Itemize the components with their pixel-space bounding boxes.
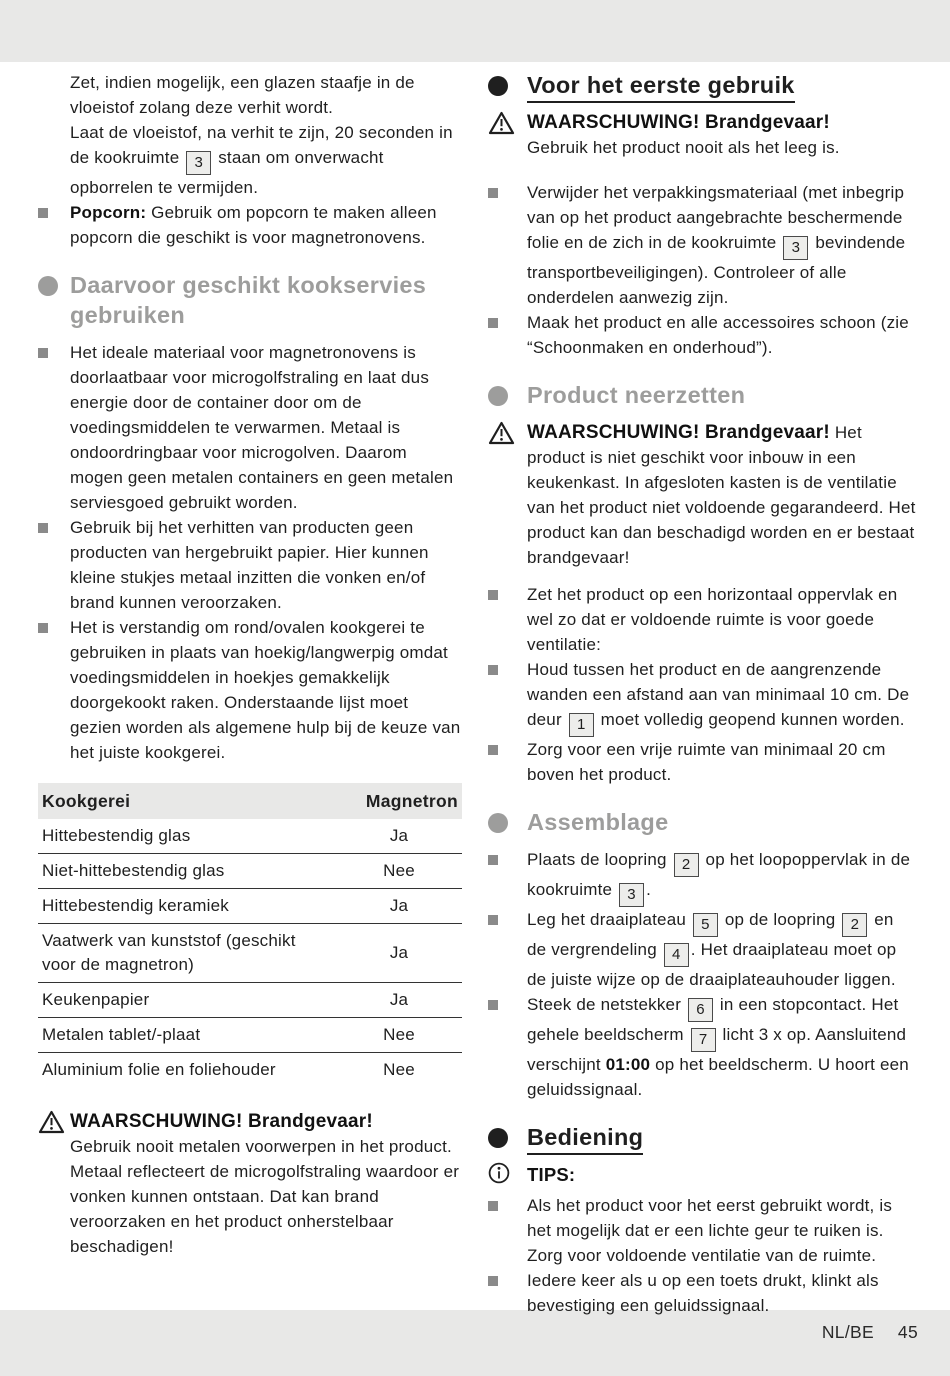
section-heading [488,380,916,410]
square-bullet-icon [38,208,48,218]
list-item-text [527,582,916,657]
circle-bullet-icon [488,76,508,96]
list-item [488,657,916,737]
list-item [488,1268,916,1318]
square-bullet-icon [38,523,48,533]
list-item [488,582,916,657]
table-row [38,1053,462,1088]
text-run: Gebruik bij het verhitten van producten geen producten van hergebruikt papier. Hier kunnen kleine stukjes metaal inzitten die vonken en/of brand kunnen veroorzaken. [70,518,429,612]
text-run: Het ideale materiaal voor magnetronovens is doorlaatbaar voor microgolfstraling en laat dus energie door de container door om de voedingsmiddelen te verwarmen. Metaal is ondoordringbaar voor microgolven. Daarom mogen geen metalen containers en geen metalen serviesgoed gebruikt worden. [70,343,454,512]
table-row [38,889,462,924]
left-column [38,62,462,1318]
text-run: op de loopring [719,910,841,929]
list-item-text [527,657,916,737]
table-row [38,819,462,854]
part-number-box: 2 [674,853,699,877]
part-number-box: 4 [664,943,689,967]
text-run: Het product is niet geschikt voor inbouw in een keukenkast. In afgesloten kasten is de ventilatie van het product niet voldoende gegarandeerd. Het product kan dan beschadigd worden en er bestaat brandgevaar! [527,423,916,567]
table-cell: Niet-hittebestendig glas [38,854,336,889]
text-run: Gebruik nooit metalen voorwerpen in het product. Metaal reflecteert de microgolfstraling waardoor er vonken kunnen ontstaan. Dat kan brand veroorzaken en het product onherstelbaar beschadigen! [70,1137,460,1256]
table-cell: Ja [336,983,462,1018]
table-cell: Nee [336,1018,462,1053]
heading-text-run: Assemblage [527,809,669,835]
circle-bullet-icon [38,276,58,296]
section-heading [488,70,916,100]
part-number-box: 3 [783,236,808,260]
square-bullet-icon [488,915,498,925]
warning-triangle-icon [488,421,515,450]
warning-text [527,420,916,570]
part-number-box: 2 [842,913,867,937]
bold-text: 01:00 [605,1055,651,1074]
warning-title: WAARSCHUWING! Brandgevaar! [527,112,830,133]
right-column [488,62,916,1318]
square-bullet-icon [488,318,498,328]
heading-text-run: Daarvoor geschikt kookservies gebruiken [70,272,427,328]
paragraph-text [70,120,462,200]
text-run: . [646,880,652,899]
square-bullet-icon [38,623,48,633]
square-bullet-icon [488,1000,498,1010]
section-heading [488,1122,916,1152]
text-run: bevindende transportbeveiligingen). Controleer of alle onderdelen aanwezig zijn. [527,233,906,307]
table-row [38,854,462,889]
heading-text-run: Product neerzetten [527,382,746,408]
warning-note [38,1109,462,1259]
table-row [38,1018,462,1053]
table-cell: Nee [336,1053,462,1088]
table-cell: Keukenpapier [38,983,336,1018]
table-cell: Hittebestendig keramiek [38,889,336,924]
circle-bullet-icon [488,813,508,833]
cookware-table [38,783,462,1087]
table-cell: Ja [336,924,462,983]
table-cell: Ja [389,826,409,845]
list-item-text [70,340,462,515]
text-run: op het beeldscherm. U hoort een geluidssignaal. [527,1055,909,1099]
warning-text [527,110,916,160]
paragraph [38,120,462,200]
circle-bullet-icon [488,386,508,406]
table-cell: Aluminium folie en foliehouder [38,1053,336,1088]
heading-text-run: Bediening [527,1124,643,1155]
text-run: op het loopoppervlak in de kookruimte [527,850,911,899]
text-run: staan om onverwacht opborrelen te vermijden. [70,148,384,197]
text-run: Verwijder het verpakkingsmateriaal (met inbegrip van op het product aangebrachte beschermende folie en de zich in de kookruimte [527,183,905,252]
list-item-text [527,992,916,1102]
list-item [38,615,462,765]
info-circle-icon [488,1162,510,1189]
list-item-text [70,515,462,615]
list-item-text [527,1268,916,1318]
circle-bullet-icon [488,1128,508,1148]
list-item [488,847,916,907]
section-heading-label [527,380,745,410]
table-body [38,819,462,1087]
table-cell: Nee [336,854,462,889]
list-item [488,180,916,310]
part-number-box: 6 [688,998,713,1022]
table-header-row [38,783,462,819]
text-run: en de vergrendeling [527,910,894,959]
list-item [38,515,462,615]
section-heading-label [527,70,795,100]
square-bullet-icon [488,855,498,865]
warning-text [70,1109,462,1259]
text-run: in een stopcontact. Het gehele beeldscherm [527,995,899,1044]
part-number-box: 5 [693,913,718,937]
list-item-text [527,907,916,992]
text-run: Als het product voor het eerst gebruikt wordt, is het mogelijk dat er een lichte geur te ruiken is. Zorg voor voldoende ventilatie van de ruimte. [527,1196,893,1265]
table-cell: Hittebestendig glas [42,826,191,845]
footer [822,1322,918,1343]
list-item [488,1193,916,1268]
text-run: Maak het product en alle accessoires schoon (zie “Schoonmaken en onderhoud”). [527,313,909,357]
top-margin-band [0,0,950,62]
table-cell: Metalen tablet/-plaat [38,1018,336,1053]
warning-note [488,110,916,160]
square-bullet-icon [488,745,498,755]
section-heading [488,807,916,837]
warning-triangle-icon [38,1110,65,1139]
text-run: Plaats de loopring [527,850,672,869]
list-item [488,737,916,787]
text-run: Leg het draaiplateau [527,910,691,929]
text-run: Zet, indien mogelijk, een glazen staafje in de vloeistof zolang deze verhit wordt. [70,73,415,117]
tips-label: TIPS: [527,1164,576,1185]
text-run: Houd tussen het product en de aangrenzende wanden een afstand aan van minimaal 10 cm. De deur [527,660,910,729]
list-item [488,907,916,992]
warning-title: WAARSCHUWING! Brandgevaar! [70,1111,373,1132]
page-content [0,62,950,1318]
text-run: Gebruik het product nooit als het leeg is. [527,138,840,157]
table-header-cell: Magnetron [336,783,462,819]
text-run: Zorg voor een vrije ruimte van minimaal 20 cm boven het product. [527,740,886,784]
section-heading-label [527,1122,643,1152]
section-heading-label [527,807,668,837]
text-run: Het is verstandig om rond/ovalen kookgerei te gebruiken in plaats van hoekig/langwerpig omdat voedingsmiddelen in hoekjes gemakkelijk doorgekookt raken. Onderstaande lijst moet gezien worden als algemene hulp bij de keuze van het juiste kookgerei. [70,618,461,762]
tips-label-wrap [527,1162,916,1188]
table-row [38,783,462,819]
text-run: Gebruik om popcorn te maken alleen popcorn die geschikt is voor magnetronovens. [70,203,437,247]
bold-text: Popcorn: [70,203,147,222]
warning-triangle-icon [488,111,515,140]
list-item [38,340,462,515]
part-number-box: 3 [186,151,211,175]
section-heading [38,270,462,330]
text-run: Zet het product op een horizontaal oppervlak en wel zo dat er voldoende ruimte is voor goede ventilatie: [527,585,898,654]
text-run: Iedere keer als u op een toets drukt, klinkt als bevestiging een geluidssignaal. [527,1271,879,1315]
section-heading-label [70,270,462,330]
list-item-text [527,180,916,310]
warning-title: WAARSCHUWING! Brandgevaar! [527,422,830,443]
footer-page-number: 45 [897,1322,918,1342]
list-item-text [527,847,916,907]
text-run: moet volledig geopend kunnen worden. [595,710,905,729]
paragraph-text [70,70,462,120]
heading-text-run: Voor het eerste gebruik [527,72,795,103]
table-row [38,924,462,983]
paragraph [38,70,462,120]
table-cell: Vaatwerk van kunststof (geschikt voor de magnetron) [38,924,336,983]
table-cell: Ja [336,889,462,924]
list-item-text [527,1193,916,1268]
part-number-box: 3 [619,883,644,907]
list-item-text [527,310,916,360]
square-bullet-icon [488,1201,498,1211]
square-bullet-icon [38,348,48,358]
text-run: Steek de netstekker [527,995,686,1014]
list-item [38,200,462,250]
list-item [488,310,916,360]
square-bullet-icon [488,1276,498,1286]
list-item-text [70,200,462,250]
text-run: licht 3 x op. Aansluitend verschijnt [527,1025,907,1074]
bottom-margin-band [0,1310,950,1376]
text-run: . Het draaiplateau moet op de juiste wijze op de draaiplateauhouder liggen. [527,940,897,989]
part-number-box: 7 [691,1028,716,1052]
list-item-text [527,737,916,787]
warning-note [488,420,916,570]
table-header-cell: Kookgerei [38,783,336,819]
part-number-box: 1 [569,713,594,737]
square-bullet-icon [488,665,498,675]
footer-region-label: NL/BE [821,1322,874,1342]
text-run: Laat de vloeistof, na verhit te zijn, 20 seconden in de kookruimte [70,123,453,167]
square-bullet-icon [488,188,498,198]
table-row [38,983,462,1018]
list-item-text [70,615,462,765]
square-bullet-icon [488,590,498,600]
list-item [488,992,916,1102]
tips-note [488,1162,916,1189]
